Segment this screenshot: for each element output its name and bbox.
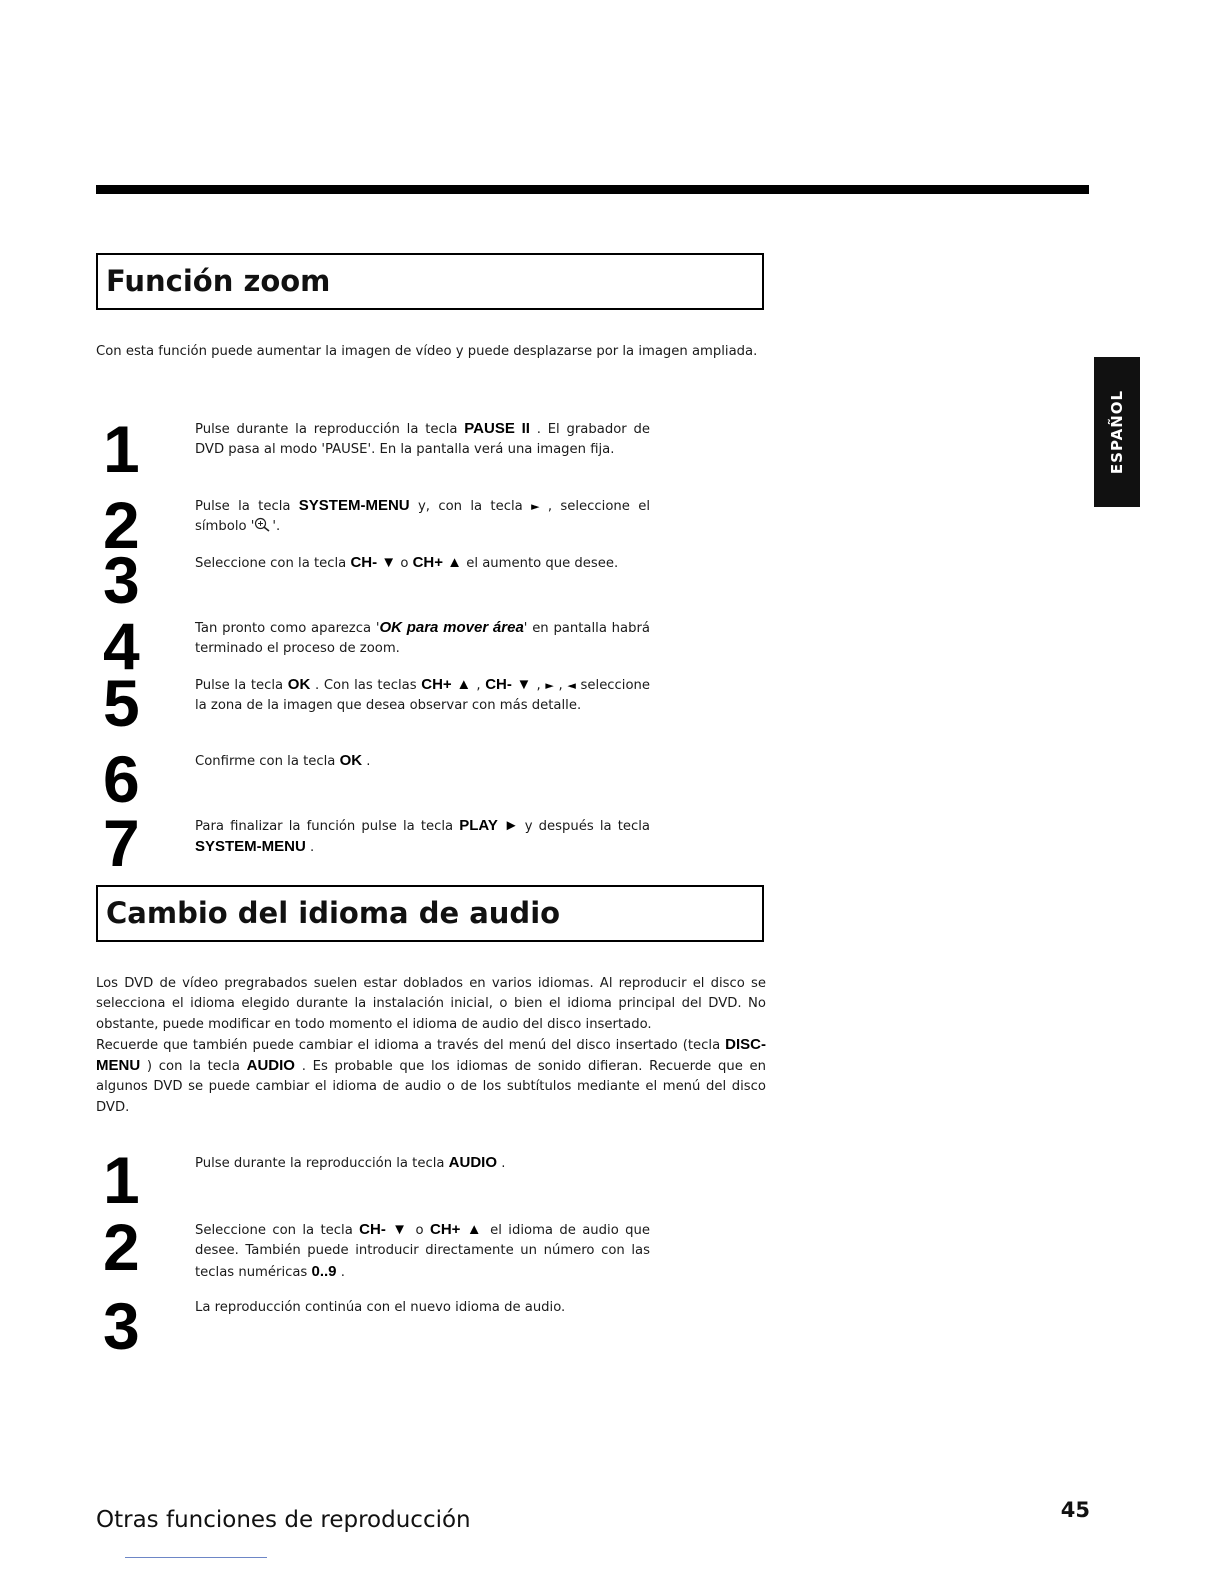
- audio-key: AUDIO: [448, 1154, 498, 1171]
- zoom-step-text: Seleccione con la tecla CH- ▼ o CH+ ▲ el aumento que desee.: [195, 554, 619, 571]
- zoom-step-number: 7: [103, 806, 140, 880]
- zoom-step-text: Pulse la tecla SYSTEM-MENU y, con la tecla ► , seleccione el símbolo ' '.: [195, 496, 650, 540]
- pause-key: PAUSE II: [464, 420, 530, 437]
- audio-intro-paragraph: Recuerde que también puede cambiar el idioma a través del menú del disco insertado (tecla DISC-MENU ) con la tecla AUDIO . Es probable que los idiomas de sonido difieran. Recuerde que en algunos DVD se puede cambiar el idioma de audio o de los subtítulos mediante el menú del disco DVD.: [96, 1035, 767, 1115]
- audio-step-number: 1: [103, 1143, 140, 1217]
- zoom-step-text: Para finalizar la función pulse la tecla PLAY ► y después la tecla SYSTEM-MENU .: [195, 817, 650, 856]
- footer-section-title: Otras funciones de reproducción: [96, 1507, 471, 1533]
- zoom-step-number: 2: [103, 488, 140, 562]
- ok-key: OK: [339, 752, 363, 769]
- ch-down-key: CH- ▼: [485, 676, 532, 693]
- right-arrow-key: ►: [545, 679, 554, 692]
- zoom-step-number: 5: [103, 666, 140, 740]
- ch-up-key: CH+ ▲: [430, 1221, 484, 1238]
- numeric-keys: 0..9: [311, 1262, 337, 1280]
- zoom-step-text: Confirme con la tecla OK .: [195, 752, 371, 769]
- audio-step-text: Pulse durante la reproducción la tecla AUDIO .: [195, 1154, 506, 1171]
- zoom-section-title: Función zoom: [106, 264, 331, 298]
- zoom-step-text: Pulse la tecla OK . Con las teclas CH+ ▲ , CH- ▼ , ► , ◄ seleccione la zona de la imagen que desea observar con más detalle.: [195, 676, 651, 714]
- ch-up-key: CH+ ▲: [421, 676, 472, 693]
- zoom-step-text: Pulse durante la reproducción la tecla PAUSE II . El grabador de DVD pasa al modo 'PAUSE'. En la pantalla verá una imagen fija.: [195, 420, 650, 458]
- audio-step-text: Seleccione con la tecla CH- ▼ o CH+ ▲ el idioma de audio que desee. También puede introducir directamente un número con las teclas numéricas 0..9 .: [195, 1221, 650, 1280]
- play-key: PLAY ►: [459, 817, 519, 834]
- ch-up-key: CH+ ▲: [412, 554, 463, 571]
- audio-step-number: 2: [103, 1210, 140, 1284]
- system-menu-key: SYSTEM-MENU: [298, 497, 410, 514]
- left-arrow-key: ◄: [567, 679, 576, 692]
- osd-message: OK para mover área: [379, 619, 524, 636]
- audio-intro-paragraph: Los DVD de vídeo pregrabados suelen estar doblados en varios idiomas. Al reproducir el disco se selecciona el idioma elegido durante la instalación inicial, o bien el idioma principal del DVD. No obstante, puede modificar en todo momento el idioma de audio del disco insertado.: [96, 976, 766, 1032]
- audio-section-title: Cambio del idioma de audio: [106, 896, 561, 930]
- audio-step-text: La reproducción continúa con el nuevo idioma de audio.: [195, 1300, 566, 1315]
- right-arrow-key: ►: [531, 500, 540, 513]
- zoom-intro: [96, 342, 766, 362]
- zoom-magnifier-icon: [254, 517, 272, 539]
- zoom-step-text: Tan pronto como aparezca 'OK para mover área' en pantalla habrá terminado el proceso de zoom.: [195, 619, 650, 657]
- ok-key: OK: [287, 676, 311, 693]
- audio-intro: [96, 974, 766, 1118]
- zoom-step-number: 3: [103, 543, 140, 617]
- zoom-step-number: 1: [103, 412, 140, 486]
- footer-link-underline: [125, 1557, 267, 1558]
- language-tab: [1094, 357, 1140, 507]
- page-number: 45: [1060, 1498, 1090, 1522]
- audio-step-number: 3: [103, 1289, 140, 1363]
- header-rule: [96, 185, 1089, 194]
- language-tab-label: ESPAÑOL: [1108, 389, 1126, 475]
- zoom-section-header: [96, 253, 764, 310]
- ch-down-key: CH- ▼: [359, 1221, 410, 1238]
- system-menu-key: SYSTEM-MENU: [195, 838, 306, 856]
- zoom-step-number: 6: [103, 742, 140, 816]
- audio-key: AUDIO: [246, 1057, 295, 1075]
- zoom-step-number: 4: [103, 609, 140, 683]
- zoom-intro-text: Con esta función puede aumentar la imagen de vídeo y puede desplazarse por la imagen ampliada.: [96, 344, 758, 359]
- disc-menu-key: DISC-MENU: [96, 1035, 766, 1075]
- ch-down-key: CH- ▼: [350, 554, 397, 571]
- audio-section-header: [96, 885, 764, 942]
